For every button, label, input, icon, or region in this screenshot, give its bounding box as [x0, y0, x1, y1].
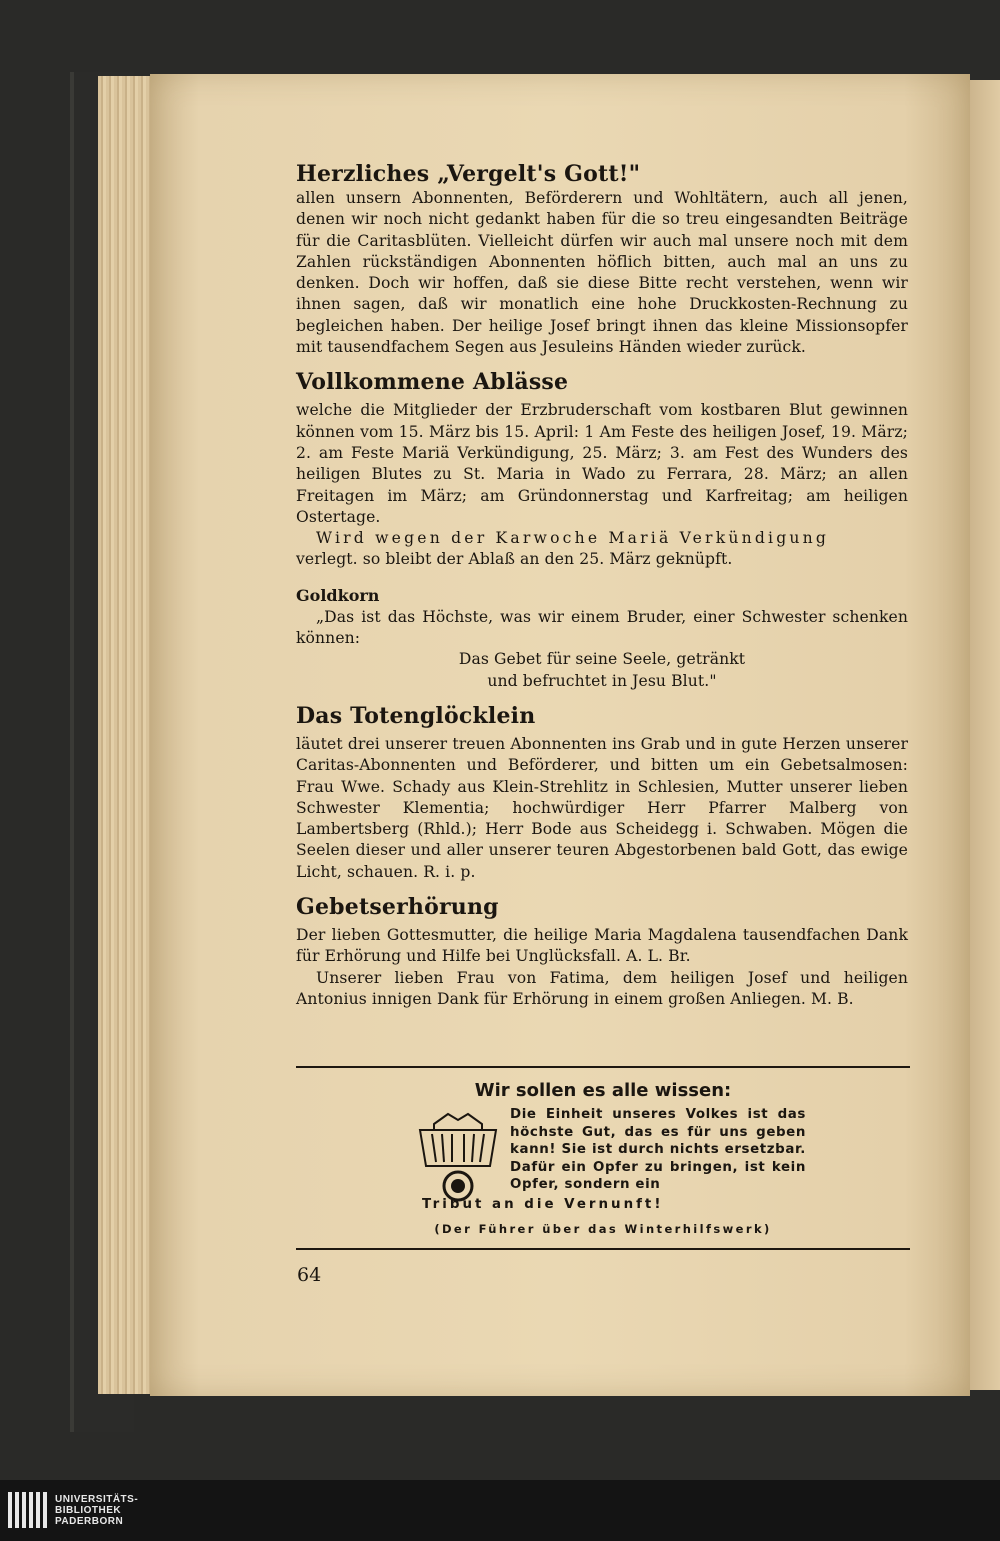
gebetserhoerung-paragraph-2: Unserer lieben Frau von Fatima, dem heiligen Josef und heiligen Antonius innigen Dank für Erhörung in einem großen Anliegen. M. B.	[296, 968, 908, 1008]
eagle-badge-icon	[414, 1110, 502, 1206]
section-title-ablaesse: Vollkommene Ablässe	[296, 369, 569, 396]
propaganda-box	[296, 1072, 910, 1248]
section-title-gebetserhoerung: Gebetserhörung	[296, 894, 499, 921]
facing-page-edge	[966, 80, 1000, 1390]
library-logo-text	[55, 1494, 138, 1527]
page-number: 64	[297, 1264, 322, 1286]
ablaesse-note-spaced: Wird wegen der Karwoche Mariä Verkündigung	[316, 529, 830, 548]
library-name-line-1: UNIVERSITÄTS-	[55, 1493, 139, 1505]
section-body-totengloecklein: läutet drei unserer treuen Abonnenten ins Grab und in gute Herzen unserer Caritas-Abonnenten und Beförderer, und bitten um ein Gebetsalmosen: Frau Wwe. Schady aus Klein-Strehlitz in Schlesien, Mutter unserer lieben Schwester Klementia; hochwürdiger Herr Pfarrer Malberg von Lambertsberg (Rhld.); Herr Bode aus Scheidegg i. Schwaben. Mögen die Seelen dieser und aller unserer teuren Abgestorbenen bald Gott, das ewige Licht, schauen. R. i. p.	[296, 734, 908, 881]
box-title: Wir sollen es alle wissen:	[474, 1080, 732, 1101]
library-logo	[8, 1492, 138, 1528]
goldkorn-line-2: und befruchtet in Jesu Blut."	[487, 671, 717, 690]
library-logo-bars-icon	[8, 1492, 47, 1528]
section-title-goldkorn: Goldkorn	[296, 585, 380, 605]
page-stack-edges	[98, 76, 158, 1394]
box-bottom-rule	[296, 1248, 910, 1250]
section-body-vergelts-gott: allen unsern Abonnenten, Beförderern und Wohltätern, auch all jenen, denen wir noch nicht gedankt haben für die so treu eingesandten Beiträge für die Caritasblüten. Vielleicht dürfen wir auch mal unsere noch mit dem Zahlen rückständigen Abonnenten höflich bitten, auch mal an uns zu denken. Doch wir hoffen, daß sie diese Bitte recht verstehen, wenn wir ihnen sagen, daß wir monatlich eine hohe Druckkosten-Rechnung zu begleichen haben. Der heilige Josef bringt ihnen das kleine Missionsopfer mit tausendfachem Segen aus Jesuleins Händen wieder zurück.	[296, 189, 908, 357]
library-name-line-3: PADERBORN	[55, 1515, 124, 1527]
section-title-vergelts-gott: Herzliches „Vergelt's Gott!"	[296, 161, 641, 187]
box-last-line: Tribut an die Vernunft!	[422, 1197, 664, 1212]
section-title-totengloecklein: Das Totenglöcklein	[296, 702, 536, 729]
box-signature: (Der Führer über das Winterhilfswerk)	[434, 1222, 772, 1236]
section-body-ablaesse: welche die Mitglieder der Erzbruderschaft vom kostbaren Blut gewinnen können vom 15. März bis 15. April: 1 Am Feste des heiligen Josef, 19. März; 2. am Feste Mariä Verkündigung, 25. März; 3. am Fest des Wunders des heiligen Blutes zu St. Maria in Wado zu Ferrara, 28. März; an allen Freitagen im März; am Gründonnerstag und Karfreitag; am heiligen Ostertage.	[296, 401, 908, 526]
ablaesse-note-rest: verlegt. so bleibt der Ablaß an den 25. März geknüpft.	[296, 550, 733, 569]
gebetserhoerung-paragraph-1: Der lieben Gottesmutter, die heilige Maria Magdalena tausendfachen Dank für Erhörung und Hilfe bei Unglücksfall. A. L. Br.	[296, 926, 908, 966]
goldkorn-line-1: Das Gebet für seine Seele, getränkt	[458, 650, 746, 669]
goldkorn-quote: „Das ist das Höchste, was wir einem Bruder, einer Schwester schenken können:	[296, 607, 908, 648]
page-content	[296, 160, 908, 1010]
library-name-line-2: BIBLIOTHEK	[55, 1504, 122, 1516]
library-footer	[0, 1480, 1000, 1541]
box-text: Die Einheit unseres Volkes ist das höchste Gut, das es für uns geben kann! Sie ist durch nichts ersetzbar. Dafür ein Opfer zu bringen, ist kein Opfer, sondern ein	[510, 1107, 806, 1192]
box-top-rule	[296, 1066, 910, 1068]
